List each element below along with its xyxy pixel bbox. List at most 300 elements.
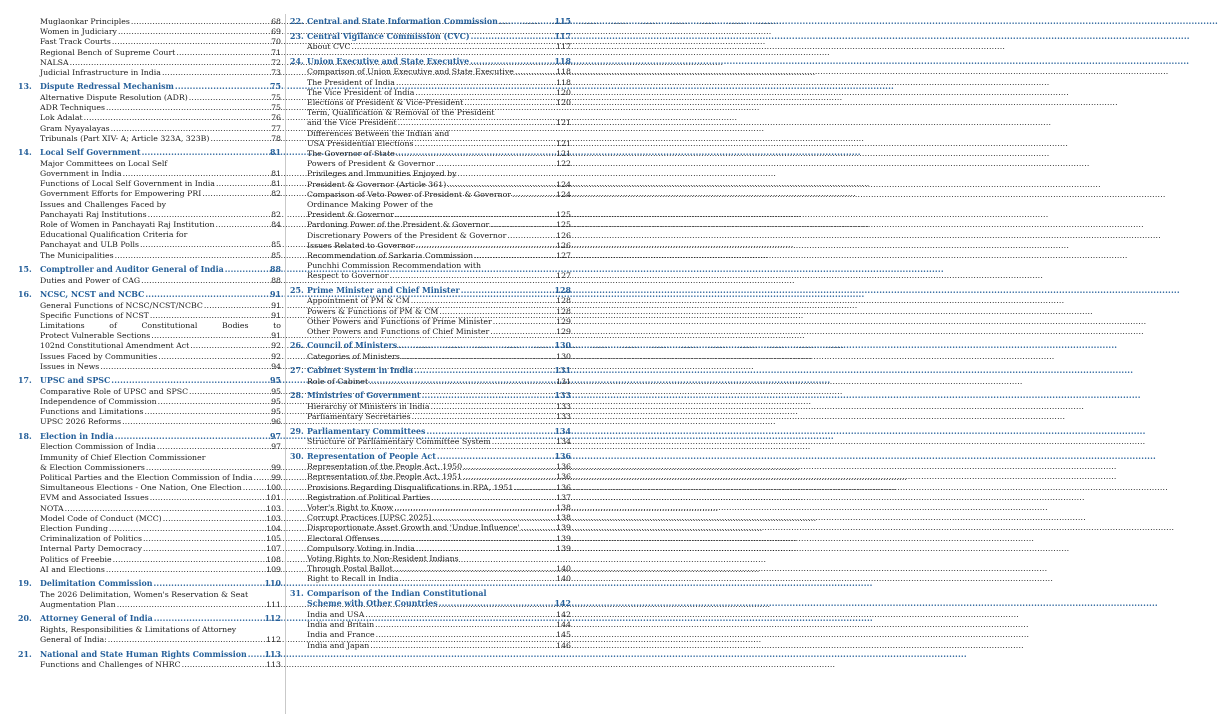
toc-entry	[18, 362, 281, 372]
toc-entry	[18, 210, 281, 220]
toc-entry	[18, 534, 281, 544]
dot-leader	[461, 286, 553, 297]
page-number: 103	[266, 513, 281, 523]
toc-chapter	[290, 17, 571, 28]
page-number: 107	[266, 544, 281, 554]
toc-entry	[18, 524, 281, 534]
page-number: 108	[266, 554, 281, 564]
toc-entry	[18, 407, 281, 417]
page-number: 81	[270, 148, 281, 158]
toc-entry	[290, 610, 571, 620]
chapter-heading	[18, 265, 281, 276]
dot-leader	[412, 412, 555, 422]
dot-leader	[143, 534, 264, 544]
dot-leader	[176, 48, 269, 58]
chapter-heading	[18, 290, 281, 301]
dot-leader	[514, 483, 554, 493]
toc-entry	[290, 462, 571, 472]
page-number: 118	[554, 56, 571, 66]
entry-title: Women in Judiciary	[40, 27, 117, 37]
entry-title: Comparative Role of UPSC and SPSC	[40, 386, 189, 396]
page-number: 110	[264, 579, 281, 589]
page-number: 134	[556, 437, 571, 447]
chapter-heading	[18, 614, 281, 625]
page-number: 126	[556, 230, 571, 240]
dot-leader	[84, 113, 269, 123]
toc-chapter	[18, 148, 281, 261]
entry-title: Functions and Limitations	[40, 407, 144, 417]
entry-title: Central Vigilance Commission (CVC)	[307, 31, 470, 41]
page-number: 142	[556, 609, 571, 619]
dot-leader	[162, 68, 269, 78]
toc-entry	[18, 251, 281, 261]
page-number: 99	[271, 462, 281, 472]
dot-leader	[106, 565, 264, 575]
toc-entry	[18, 103, 281, 113]
page-number: 120	[556, 97, 571, 107]
page-number: 95	[271, 386, 281, 396]
toc-chapter	[290, 366, 571, 387]
dot-leader	[163, 514, 264, 524]
entry-title: Corrupt Practices [UPSC 2025]	[307, 513, 432, 523]
toc-entry	[290, 190, 571, 200]
entry-title: The Vice President of India	[307, 87, 415, 97]
dot-leader	[131, 17, 269, 27]
dot-leader	[158, 397, 269, 407]
toc-entry	[290, 251, 571, 261]
entry-title: Powers & Functions of PM & CM	[307, 306, 439, 316]
dot-leader	[151, 331, 269, 341]
entry-number: 13.	[18, 82, 32, 92]
entry-title: Hierarchy of Ministers in India	[307, 401, 430, 411]
toc-chapter	[18, 290, 281, 372]
entry-title: Prime Minister and Chief Minister	[307, 285, 460, 295]
dot-leader	[111, 376, 268, 387]
toc-chapter	[18, 17, 281, 78]
entry-title: Fast Track Courts	[40, 37, 111, 47]
page-number: 88	[271, 275, 281, 285]
dot-leader	[416, 544, 554, 554]
dot-leader	[148, 210, 269, 220]
page-number: 130	[556, 352, 571, 361]
page-number: 129	[556, 316, 571, 326]
toc-entry	[290, 159, 571, 169]
page-number: 128	[556, 296, 571, 306]
toc-entry	[290, 210, 571, 220]
dot-leader	[376, 630, 554, 640]
toc-entry	[290, 513, 571, 523]
entry-title: Electoral Offenses	[307, 533, 380, 543]
page-number: 71	[271, 47, 281, 57]
page-number: 117	[554, 31, 571, 41]
toc-entry	[290, 271, 571, 281]
dot-leader	[141, 276, 269, 286]
page-number: 129	[556, 327, 571, 337]
toc-entry	[290, 523, 571, 533]
entry-title: Protect Vulnerable Sections	[40, 331, 151, 341]
toc-chapter	[290, 341, 571, 362]
entry-title: India and France	[307, 630, 375, 640]
toc-entry	[18, 635, 281, 645]
toc-entry	[290, 483, 571, 493]
toc-entry	[18, 442, 281, 452]
chapter-heading	[290, 427, 571, 438]
page-number: 70	[271, 37, 281, 47]
toc-entry	[290, 641, 571, 651]
dot-leader	[122, 417, 269, 427]
toc-entry	[18, 473, 281, 483]
dot-leader	[422, 391, 553, 402]
chapter-heading	[290, 32, 571, 43]
page-number: 136	[556, 462, 571, 472]
page-number: 124	[556, 179, 571, 189]
page-number: 144	[556, 620, 571, 630]
page-number: 75	[271, 103, 281, 113]
toc-entry-line	[290, 108, 571, 118]
entry-title: Representation of the People Act, 1951	[307, 472, 463, 482]
dot-leader	[426, 427, 552, 438]
dot-leader	[463, 462, 554, 472]
toc-entry-line	[290, 129, 571, 139]
entry-title: Internal Party Democracy	[40, 544, 142, 554]
dot-leader	[182, 660, 264, 670]
toc-entry	[18, 276, 281, 286]
chapter-heading	[290, 57, 571, 68]
page-number: 85	[271, 240, 281, 250]
entry-title: USA Presidential Elections	[307, 138, 414, 148]
dot-leader	[396, 78, 554, 88]
entry-title: Parliamentary Secretaries	[307, 412, 411, 422]
dot-leader	[215, 220, 269, 230]
toc-chapter	[290, 589, 571, 651]
dot-leader	[411, 296, 554, 306]
page-number: 128	[554, 285, 571, 295]
entry-word: to	[273, 321, 281, 330]
toc-entry	[290, 231, 571, 241]
toc-entry	[290, 307, 571, 317]
entry-title: Politics of Freebie	[40, 554, 112, 564]
dot-leader	[432, 513, 554, 523]
toc-entry	[290, 42, 571, 52]
dot-leader	[145, 290, 268, 301]
entry-number: 25.	[290, 285, 304, 295]
chapter-heading-line	[290, 599, 571, 610]
dot-leader	[144, 407, 269, 417]
toc-entry-line	[290, 554, 571, 564]
toc-entry	[18, 387, 281, 397]
toc-entry	[290, 574, 571, 584]
dot-leader	[109, 524, 264, 534]
dot-leader	[439, 599, 553, 610]
entry-title: Government Efforts for Empowering PRI	[40, 189, 202, 199]
page-number: 97	[270, 431, 281, 441]
dot-leader	[437, 452, 553, 463]
entry-title: Panchayati Raj Institutions	[40, 209, 147, 219]
toc-entry	[18, 555, 281, 565]
entry-title: Functions and Challenges of NHRC	[40, 660, 181, 670]
page-number: 139	[556, 543, 571, 553]
dot-leader	[70, 58, 269, 68]
entry-title: Election Commission of India	[40, 442, 156, 452]
entry-title: 102nd Constitutional Amendment Act	[40, 341, 190, 351]
entry-number: 17.	[18, 376, 32, 386]
entry-title: NOTA	[40, 503, 64, 513]
entry-title: Cabinet System in India	[307, 366, 414, 376]
entry-title: Representation of People Act	[307, 451, 436, 461]
dot-leader	[146, 463, 269, 473]
toc-entry	[18, 514, 281, 524]
page-number: 111	[266, 600, 281, 610]
entry-title: National and State Human Rights Commission	[40, 649, 247, 659]
entry-title: Educational Qualification Criteria for	[40, 230, 188, 240]
entry-title: Augmentation Plan	[40, 600, 116, 610]
dot-leader	[204, 301, 269, 311]
entry-title: Union Executive and State Executive	[307, 56, 470, 66]
entry-number: 23.	[290, 31, 304, 41]
toc-entry	[290, 352, 571, 362]
entry-title: Model Code of Conduct (MCC)	[40, 513, 162, 523]
entry-number: 19.	[18, 579, 32, 589]
page-number: 105	[266, 534, 281, 544]
entry-title: Issues Faced by Communities	[40, 351, 158, 361]
page-number: 91	[270, 290, 281, 299]
page-number: 140	[556, 574, 571, 584]
column-divider	[285, 14, 286, 714]
toc-entry-line	[18, 230, 281, 240]
entry-title: Immunity of Chief Election Commissioner	[40, 452, 206, 462]
entry-title: ADR Techniques	[40, 103, 105, 113]
entry-title: India and Japan	[307, 640, 370, 650]
toc-chapter	[290, 32, 571, 53]
dot-leader	[398, 118, 554, 128]
entry-title: The Municipalities	[40, 250, 114, 260]
toc-entry	[18, 352, 281, 362]
entry-number: 29.	[290, 426, 304, 436]
page-number: 138	[556, 513, 571, 523]
entry-title: Parliamentary Committees	[307, 426, 426, 436]
page-number: 81	[271, 169, 281, 178]
page-number: 136	[556, 482, 571, 492]
toc-entry	[18, 331, 281, 341]
entry-title: Scheme with Other Countries	[307, 599, 438, 609]
page-number: 82	[271, 189, 281, 199]
page-number: 75	[271, 93, 281, 102]
dot-leader	[158, 352, 269, 362]
toc-entry	[18, 483, 281, 493]
toc-entry-line	[18, 625, 281, 635]
entry-title: Comparison of Veto Power of President & Governor	[307, 189, 512, 199]
chapter-title: Comparison of the Indian Constitutional	[307, 588, 487, 598]
dot-leader	[390, 271, 555, 281]
toc-chapter	[290, 57, 571, 282]
page-number: 125	[556, 220, 571, 230]
entry-title: Regional Bench of Supreme Court	[40, 47, 176, 57]
entry-title: Ministries of Government	[307, 391, 421, 401]
toc-entry-line	[290, 169, 571, 179]
page-number: 138	[556, 502, 571, 512]
page-number: 115	[554, 17, 571, 26]
dot-leader	[225, 265, 268, 276]
toc-entry	[290, 630, 571, 640]
dot-leader	[415, 139, 555, 149]
entry-title: Differences Between the Indian and	[307, 128, 450, 138]
dot-leader	[436, 159, 554, 169]
dot-leader	[150, 493, 264, 503]
toc-entry	[18, 124, 281, 134]
page-number: 81	[271, 179, 281, 189]
entry-title: Right to Recall in India	[307, 574, 399, 584]
toc-entry	[18, 600, 281, 610]
dot-leader	[370, 641, 554, 651]
entry-number: 18.	[18, 431, 32, 441]
dot-leader	[396, 149, 554, 159]
toc-entry	[18, 189, 281, 199]
page-number: 133	[556, 412, 571, 422]
dot-leader	[394, 503, 554, 513]
entry-title: Registration of Political Parties	[307, 492, 431, 502]
entry-title: Specific Functions of NCST	[40, 310, 149, 320]
chapter-heading	[290, 391, 571, 402]
dot-leader	[471, 32, 553, 43]
entry-title: Provisions Regarding Disqualifications in RPA, 1951	[307, 482, 514, 492]
entry-title: About CVC	[307, 42, 351, 52]
page-number: 121	[556, 148, 571, 158]
page-number: 118	[556, 67, 571, 77]
toc-entry	[18, 397, 281, 407]
dot-leader	[108, 635, 264, 645]
dot-leader	[111, 124, 269, 134]
dot-leader	[369, 377, 554, 387]
toc-entry	[18, 565, 281, 575]
toc-right-column	[290, 17, 571, 651]
chapter-heading	[290, 589, 571, 610]
entry-title: Compulsory Voting in India	[307, 543, 415, 553]
toc-entry	[290, 493, 571, 503]
toc-entry	[18, 17, 281, 27]
toc-entry	[290, 118, 571, 128]
page-number: 140	[556, 564, 571, 574]
entry-title: Election in India	[40, 431, 114, 441]
entry-title: Functions of Local Self Government in India	[40, 179, 215, 189]
table-of-contents-page	[0, 0, 587, 725]
chapter-heading	[18, 432, 281, 443]
page-number: 122	[556, 159, 571, 169]
toc-entry	[290, 377, 571, 387]
toc-entry	[18, 493, 281, 503]
toc-chapter	[290, 452, 571, 585]
entry-title: Punchhi Commission Recommendation with	[307, 261, 482, 271]
page-number: 103	[266, 503, 281, 513]
toc-chapter	[18, 82, 281, 144]
toc-entry-line	[18, 159, 281, 169]
chapter-heading	[18, 148, 281, 159]
toc-entry	[290, 327, 571, 337]
page-number: 134	[554, 426, 571, 436]
entry-title: UPSC 2026 Reforms	[40, 417, 122, 427]
dot-leader	[415, 88, 554, 98]
chapter-heading	[18, 579, 281, 590]
entry-number: 26.	[290, 341, 304, 351]
entry-title: President & Governor (Article 361)	[307, 179, 447, 189]
toc-entry	[290, 412, 571, 422]
dot-leader	[150, 311, 269, 321]
toc-entry-line	[18, 590, 281, 600]
page-number: 121	[556, 118, 571, 128]
page-number: 92	[271, 341, 281, 351]
page-number: 139	[556, 523, 571, 533]
entry-title: and the Vice President	[307, 118, 397, 128]
toc-chapter	[290, 391, 571, 422]
toc-chapter	[18, 432, 281, 575]
entry-title: Major Committees on Local Self	[40, 158, 168, 168]
dot-leader	[512, 190, 554, 200]
toc-chapter	[18, 579, 281, 610]
dot-leader	[243, 483, 264, 493]
toc-entry	[290, 78, 571, 88]
page-number: 118	[556, 77, 571, 87]
entry-number: 15.	[18, 265, 32, 275]
page-number: 91	[271, 331, 281, 341]
entry-title: Attorney General of India	[40, 614, 153, 624]
entry-title: EVM and Associated Issues	[40, 493, 149, 503]
dot-leader	[400, 574, 555, 584]
entry-title: Government in India	[40, 169, 122, 178]
dot-leader	[474, 251, 554, 261]
entry-title: Lok Adalat	[40, 113, 83, 123]
entry-title: Issues in News	[40, 361, 100, 371]
entry-title: General Functions of NCSC/NCST/NCBC	[40, 300, 203, 310]
entry-title: Other Powers and Functions of Chief Minister	[307, 327, 490, 337]
chapter-heading	[290, 452, 571, 463]
entry-title: The President of India	[307, 77, 395, 87]
dot-leader	[515, 67, 554, 77]
toc-entry	[18, 463, 281, 473]
page-number: 104	[266, 524, 281, 534]
dot-leader	[118, 27, 269, 37]
entry-title: Structure of Parliamentary Committee System	[307, 437, 491, 447]
toc-entry	[290, 88, 571, 98]
entry-title: President & Governor	[307, 210, 394, 220]
entry-number: 20.	[18, 614, 32, 624]
chapter-heading	[18, 650, 281, 661]
entry-title: Central and State Information Commission	[307, 17, 498, 26]
entry-title: Delimitation Commission	[40, 579, 153, 589]
chapter-heading	[18, 82, 281, 93]
entry-title: Council of Ministers	[307, 341, 398, 351]
chapter-heading-line	[290, 589, 571, 600]
page-number: 95	[271, 407, 281, 417]
page-number: 130	[554, 341, 571, 351]
entry-title: Powers of President & Governor	[307, 159, 436, 169]
entry-title: Issues and Challenges Faced by	[40, 199, 167, 209]
entry-title: Categories of Ministers	[307, 352, 400, 361]
entry-word: of	[109, 321, 117, 330]
toc-entry	[290, 180, 571, 190]
dot-leader	[65, 504, 264, 514]
dot-leader	[123, 169, 270, 179]
page-number: 117	[556, 42, 571, 52]
dot-leader	[492, 437, 554, 447]
dot-leader	[106, 103, 269, 113]
entry-title: India and USA	[307, 609, 365, 619]
page-number: 124	[556, 189, 571, 199]
dot-leader	[189, 387, 269, 397]
entry-title: AI and Elections	[40, 564, 105, 574]
page-number: 96	[271, 417, 281, 427]
toc-chapter	[290, 427, 571, 448]
page-number: 112	[266, 635, 281, 645]
page-number: 128	[556, 306, 571, 316]
